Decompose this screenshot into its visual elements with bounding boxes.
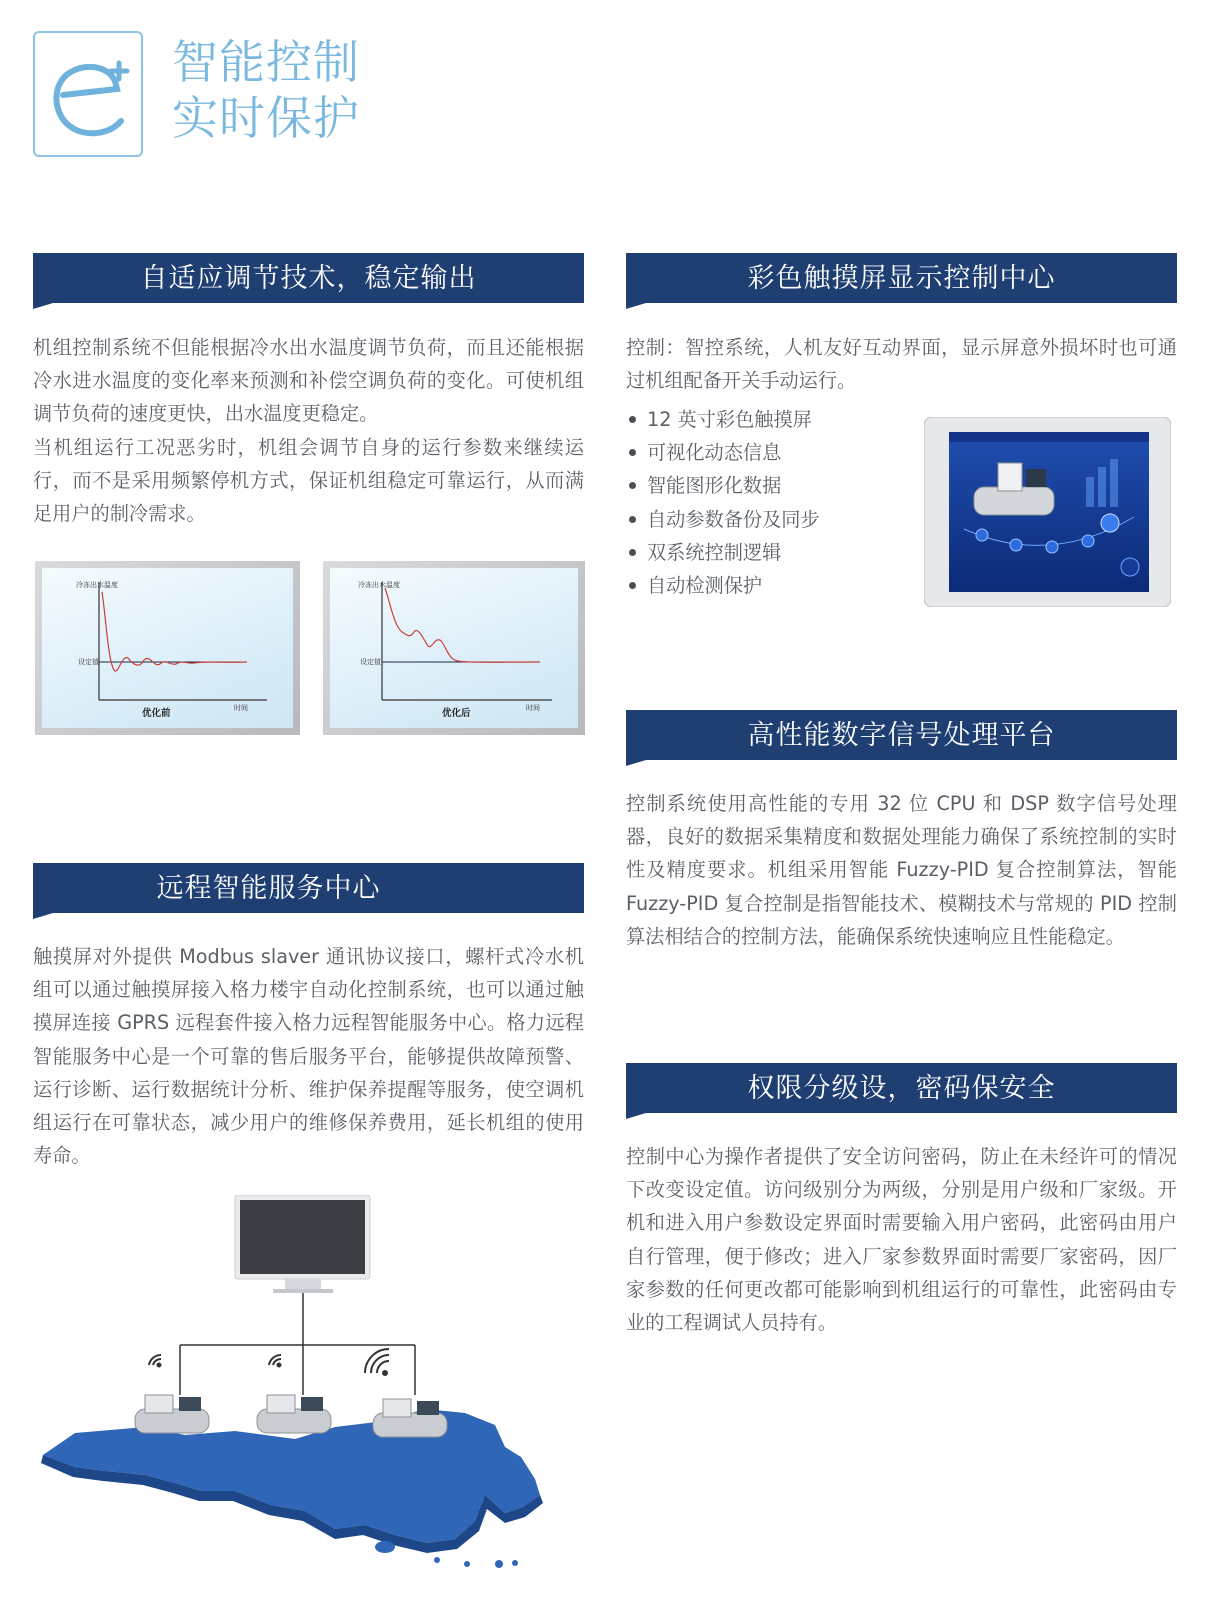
header-line1: 智能控制 xyxy=(172,35,360,89)
section-banner-dsp xyxy=(626,710,1177,766)
section-title-remote: 远程智能服务中心 xyxy=(156,873,381,904)
x-axis-label: 时间 xyxy=(234,704,248,712)
network-diagram xyxy=(35,1195,560,1575)
list-item: 可视化动态信息 xyxy=(626,436,820,469)
feature-list xyxy=(626,403,820,602)
section-banner-adaptive xyxy=(33,253,584,309)
section-title-touchscreen: 彩色触摸屏显示控制中心 xyxy=(747,263,1056,294)
chart-before-optimization xyxy=(35,561,300,735)
chart-caption: 优化后 xyxy=(442,708,471,719)
chiller-unit-1 xyxy=(135,1395,209,1433)
wifi-icon xyxy=(149,1349,389,1375)
connection-lines xyxy=(180,1293,415,1395)
remote-text xyxy=(33,940,584,1172)
adaptive-paragraph-2: 当机组运行工况恶劣时，机组会调节自身的运行参数来继续运行，而不是采用频繁停机方式，保证机组稳定可靠运行，从而满足用户的制冷需求。 xyxy=(33,435,584,526)
remote-paragraph: 触摸屏对外提供 Modbus slaver 通讯协议接口，螺杆式冷水机组可以通过触摸屏接入格力楼宇自动化控制系统，也可以通过触摸屏连接 GPRS 远程套件接入格力远程智能服务中心。格力远程智能服务中心是一个可靠的售后服务平台，能够提供故障预警、运行诊断、运行数据统计分析、维护保养提醒等服务，使空调机组运行在可靠状态，减少用户的维修保养费用，延长机组的使用寿命。 xyxy=(33,945,584,1168)
monitor-icon xyxy=(235,1195,370,1293)
section-banner-security xyxy=(626,1063,1177,1119)
list-item: 自动检测保护 xyxy=(626,569,820,602)
section-title-adaptive: 自适应调节技术，稳定输出 xyxy=(140,263,477,294)
logo xyxy=(33,31,143,157)
chart-after-optimization xyxy=(323,561,585,735)
header-title xyxy=(172,34,360,146)
adaptive-text xyxy=(33,331,584,530)
chiller-unit-3 xyxy=(373,1399,447,1437)
response-curve xyxy=(385,588,540,662)
adaptive-paragraph-1: 机组控制系统不但能根据冷水出水温度调节负荷，而且还能根据冷水进水温度的变化率来预测和补偿空调负荷的变化。可使机组调节负荷的速度更快，出水温度更稳定。 xyxy=(33,336,584,426)
list-item: 自动参数备份及同步 xyxy=(626,503,820,536)
section-banner-remote xyxy=(33,863,584,919)
chart-before-svg xyxy=(42,568,293,728)
dsp-text: 控制系统使用高性能的专用 32 位 CPU 和 DSP 数字信号处理器，良好的数据采集精度和数据处理能力确保了系统控制的实时性及精度要求。机组采用智能 Fuzzy-PID 复合控制算法，智能 Fuzzy-PID 复合控制是指智能技术、模糊技术与常规的 PID 控制算法相结合的控制方法，能确保系统快速响应且性能稳定。 xyxy=(626,792,1177,948)
touchscreen-tablet-image xyxy=(924,417,1171,607)
section-title-security: 权限分级设，密码保安全 xyxy=(747,1073,1056,1104)
setpoint-label: 设定值 xyxy=(360,658,381,666)
remote-network-illustration xyxy=(35,1195,560,1575)
list-item: 双系统控制逻辑 xyxy=(626,536,820,569)
section-title-dsp: 高性能数字信号处理平台 xyxy=(747,720,1056,751)
e-plus-icon xyxy=(35,33,141,155)
response-curve xyxy=(102,592,247,671)
security-text: 控制中心为操作者提供了安全访问密码，防止在未经许可的情况下改变设定值。访问级别分为两级，分别是用户级和厂家级。开机和进入用户参数设定界面时需要输入用户密码，此密码由用户自行管理，便于修改；进入厂家参数界面时需要厂家密码，因厂家参数的任何更改都可能影响到机组运行的可靠性，此密码由专业的工程调试人员持有。 xyxy=(626,1145,1177,1335)
list-item: 智能图形化数据 xyxy=(626,469,820,502)
chiller-unit-2 xyxy=(257,1395,331,1433)
x-axis-label: 时间 xyxy=(526,704,540,712)
touchscreen-intro: 控制：智控系统，人机友好互动界面，显示屏意外损坏时也可通过机组配备开关手动运行。 xyxy=(626,336,1177,393)
y-axis-label: 冷冻出水温度 xyxy=(358,581,400,589)
y-axis-label: 冷冻出水温度 xyxy=(76,581,118,589)
header-line2: 实时保护 xyxy=(172,91,360,145)
list-item: 12 英寸彩色触摸屏 xyxy=(626,403,820,436)
section-banner-touchscreen xyxy=(626,253,1177,309)
chart-caption: 优化前 xyxy=(142,708,171,719)
setpoint-label: 设定值 xyxy=(78,658,99,666)
chart-after-svg xyxy=(330,568,578,728)
tablet-illustration xyxy=(924,417,1171,607)
